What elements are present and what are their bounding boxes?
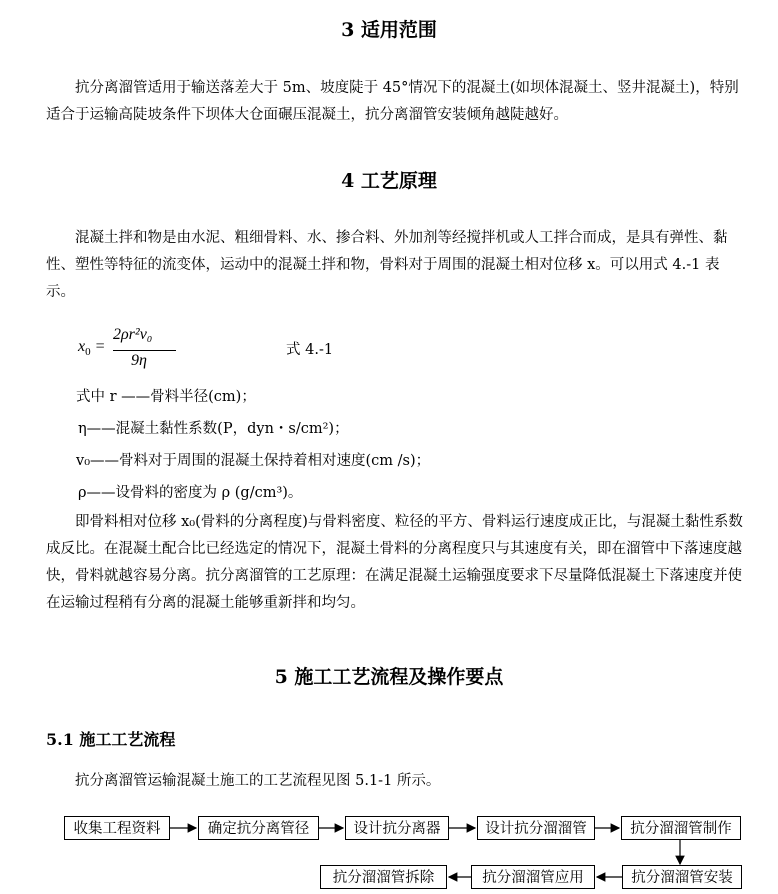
section-5-title: 5 施工工艺流程及操作要点 bbox=[274, 666, 504, 688]
flow-step-design-separator: 设计抗分离器 bbox=[345, 816, 449, 840]
definition-eta: η——混凝土黏性系数(P，dyn・s/cm²)； bbox=[78, 421, 349, 437]
flow-step-install-chute: 抗分溜溜管安装 bbox=[622, 865, 742, 889]
flow-step-design-chute: 设计抗分溜溜管 bbox=[477, 816, 595, 840]
flow-step-determine-diameter: 确定抗分离管径 bbox=[198, 816, 319, 840]
flow-step-remove-chute: 抗分溜溜管拆除 bbox=[320, 865, 447, 889]
definition-rho: ρ——设骨料的密度为 ρ (g/cm³)。 bbox=[78, 485, 303, 501]
formula-label: 式 4.-1 bbox=[286, 342, 334, 358]
flow-step-fabricate-chute: 抗分溜溜管制作 bbox=[621, 816, 741, 840]
formula-numerator: 2ρr²v₀ bbox=[113, 326, 153, 343]
flow-step-collect-data: 收集工程资料 bbox=[64, 816, 170, 840]
section-3-paragraph: 抗分离溜管适用于输送落差大于 5m、坡度陡于 45°情况下的混凝土(如坝体混凝土、竖井混凝土)，特别适合于运输高陡坡条件下坝体大仓面碾压混凝土，抗分离溜管安装倾角越陡越好。 bbox=[46, 80, 739, 123]
definition-r: 式中 r ——骨料半径(cm)； bbox=[76, 389, 256, 405]
section-4-paragraph-1: 混凝土拌和物是由水泥、粗细骨料、水、掺合料、外加剂等经搅拌机或人工拌合而成，是具有弹性、黏性、塑性等特征的流变体，运动中的混凝土拌和物，骨料对于周围的混凝土相对位移 x。可以用式 4.-1 表示。 bbox=[46, 230, 728, 300]
formula-lhs: $x_0$ = bbox=[78, 338, 106, 359]
section-5-1-paragraph: 抗分离溜管运输混凝土施工的工艺流程见图 5.1-1 所示。 bbox=[75, 773, 441, 789]
definition-v: v₀——骨料对于周围的混凝土保持着相对速度(cm /s)； bbox=[76, 453, 431, 469]
formula-fraction-bar bbox=[113, 350, 176, 351]
section-3-title: 3 适用范围 bbox=[341, 19, 437, 41]
section-4-title: 4 工艺原理 bbox=[341, 170, 437, 192]
section-5-1-title: 5.1 施工工艺流程 bbox=[46, 730, 176, 749]
flow-step-apply-chute: 抗分溜溜管应用 bbox=[471, 865, 595, 889]
formula-denominator: 9η bbox=[131, 352, 147, 369]
section-4-paragraph-2: 即骨料相对位移 x₀(骨料的分离程度)与骨料密度、粒径的平方、骨料运行速度成正比，与混凝土黏性系数成反比。在混凝土配合比已经选定的情况下，混凝土骨料的分离程度只与其速度有关，即在溜管中下落速度越快，骨料就越容易分离。抗分离溜管的工艺原理：在满足混凝土运输强度要求下尽量降低混凝土下落速度并使在运输过程稍有分离的混凝土能够重新拌和均匀。 bbox=[46, 514, 743, 611]
